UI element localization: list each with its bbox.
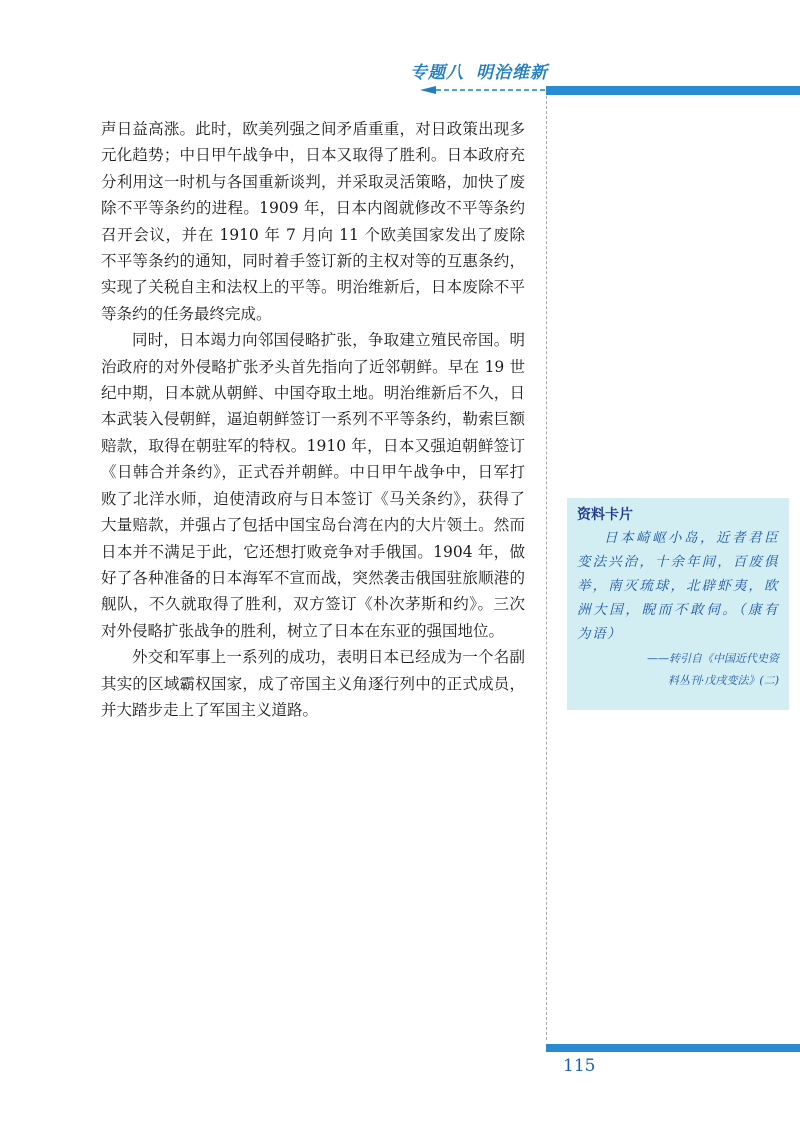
section-title: 明治维新 <box>476 63 548 83</box>
resource-card <box>567 498 789 710</box>
footer-bar <box>546 1044 800 1052</box>
header-arrow-rule <box>420 86 800 100</box>
main-body-text <box>101 116 525 723</box>
paragraph-1: 声日益高涨。此时，欧美列强之间矛盾重重，对日政策出现多元化趋势；中日甲午战争中，日本又取得了胜利。日本政府充分利用这一时机与各国重新谈判，并采取灵活策略，加快了废除不平等条约的进程。1909 年，日本内阁就修改不平等条约召开会议，并在 1910 年 7 月向 11 个欧美国家发出了废除不平等条约的通知，同时着手签订新的主权对等的互惠条约，实现了关税自主和法权上的平等。明治维新后，日本废除不平等条约的任务最终完成。 <box>101 120 525 323</box>
resource-card-quote: 日本崎岖小岛，近者君臣变法兴治，十余年间，百废俱举，南灭琉球，北辟虾夷，欧洲大国，睨而不敢伺。（康有为语） <box>577 530 779 642</box>
resource-card-source-line-2: 料丛刊·戊戌变法》(二) <box>667 674 779 687</box>
section-header-title <box>410 58 548 83</box>
resource-card-source <box>577 648 779 692</box>
paragraph-3: 外交和军事上一系列的成功，表明日本已经成为一个名副其实的区域霸权国家，成了帝国主义角逐行列中的正式成员，并大踏步走上了军国主义道路。 <box>101 648 525 719</box>
sidebar-divider <box>546 96 547 1040</box>
resource-card-source-line-1: ——转引自《中国近代史资 <box>647 652 779 665</box>
section-label: 专题八 <box>410 63 464 83</box>
page-number: 115 <box>563 1056 596 1076</box>
paragraph-2: 同时，日本竭力向邻国侵略扩张，争取建立殖民帝国。明治政府的对外侵略扩张矛头首先指向了近邻朝鲜。早在 19 世纪中期，日本就从朝鲜、中国夺取土地。明治维新后不久，日本武装入侵朝鲜，逼迫朝鲜签订一系列不平等条约，勒索巨额赔款，取得在朝驻军的特权。1910 年，日本又强迫朝鲜签订《日韩合并条约》，正式吞并朝鲜。中日甲午战争中，日军打败了北洋水师，迫使清政府与日本签订《马关条约》，获得了大量赔款，并强占了包括中国宝岛台湾在内的大片领土。然而日本并不满足于此，它还想打败竞争对手俄国。1904 年，做好了各种准备的日本海军不宣而战，突然袭击俄国驻旅顺港的舰队，不久就取得了胜利，双方签订《朴次茅斯和约》。三次对外侵略扩张战争的胜利，树立了日本在东亚的强国地位。 <box>101 331 525 640</box>
resource-card-title: 资料卡片 <box>577 507 633 523</box>
